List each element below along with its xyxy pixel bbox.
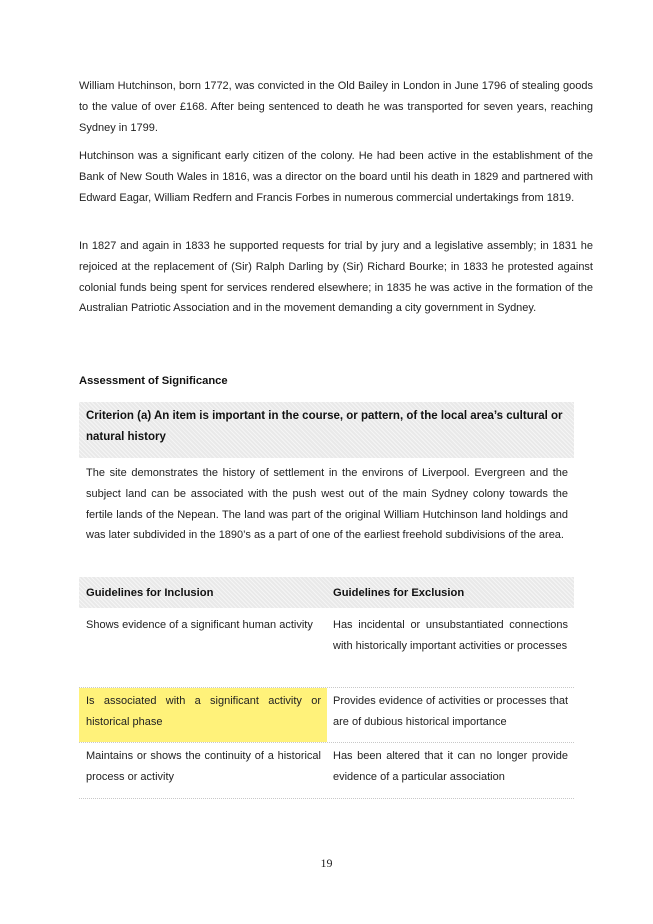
inclusion-cell-highlighted: Is associated with a significant activity or historical phase [79,688,327,742]
exclusion-cell: Has incidental or unsubstantiated connections with historically important activities or processes [333,619,568,652]
criterion-description: The site demonstrates the history of settlement in the environs of Liverpool. Evergreen and the subject land can be associated with the push west out of the main Sydney colony towards the fertile lands of the Nepean. The land was part of the original William Hutchinson land holdings and was later subdivided in the 1890’s as a part of one of the earliest freehold subdivisions of the area. [86,467,568,542]
inclusion-header: Guidelines for Inclusion [86,586,214,599]
body-paragraph-3: In 1827 and again in 1833 he supported requests for trial by jury and a legislative assembly; in 1831 he rejoiced at the replacement of (Sir) Ralph Darling by (Sir) Richard Bourke; in 1833 he protested against colonial funds being spent for services rendered elsewhere; in 1835 he was active in the formation of the Australian Patriotic Association and in the movement demanding a city government in Sydney. [79,240,593,315]
exclusion-header: Guidelines for Exclusion [333,586,465,599]
guidelines-header-row [79,577,574,608]
exclusion-cell: Provides evidence of activities or processes that are of dubious historical importance [333,695,568,728]
guideline-row [79,743,574,799]
guideline-row [79,688,574,743]
guideline-row [79,612,574,688]
criterion-title: Criterion (a) An item is important in the course, or pattern, of the local area’s cultural or natural history [86,410,563,443]
body-paragraph-1: William Hutchinson, born 1772, was convicted in the Old Bailey in London in June 1796 of stealing goods to the value of over £168. After being sentenced to death he was transported for seven years, reaching Sydney in 1799. [79,80,593,134]
inclusion-cell: Shows evidence of a significant human activity [86,619,313,631]
page-number: 19 [320,856,333,870]
inclusion-cell: Maintains or shows the continuity of a historical process or activity [86,750,321,783]
body-paragraph-2: Hutchinson was a significant early citizen of the colony. He had been active in the establishment of the Bank of New South Wales in 1816, was a director on the board until his death in 1829 and partnered with Edward Eagar, William Redfern and Francis Forbes in numerous commercial undertakings from 1819. [79,150,593,204]
exclusion-cell: Has been altered that it can no longer provide evidence of a particular association [333,750,568,783]
criterion-header [79,402,574,458]
section-heading: Assessment of Significance [79,375,228,387]
